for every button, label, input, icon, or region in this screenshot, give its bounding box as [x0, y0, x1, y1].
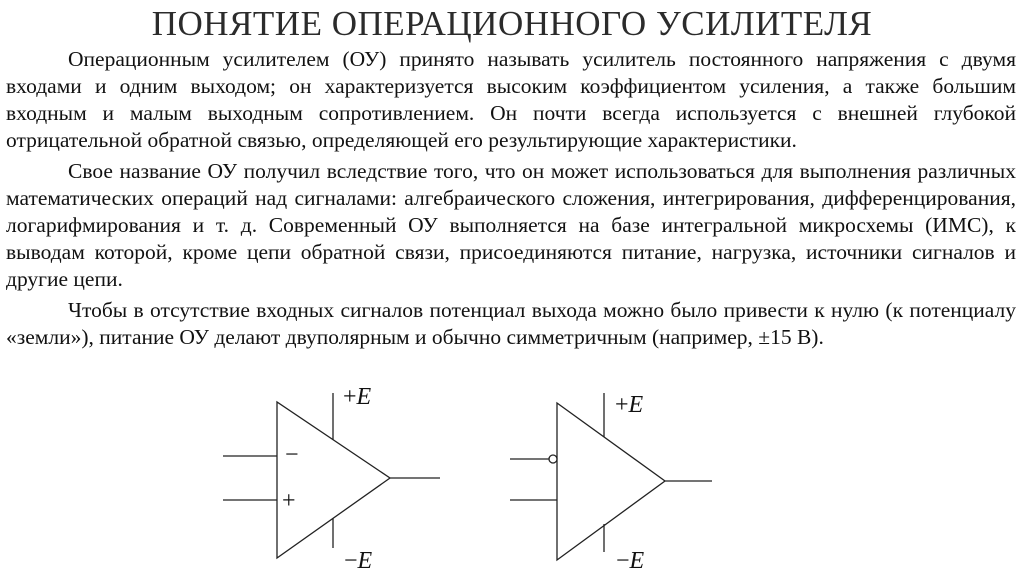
supply-minus-sign-left: −: [344, 548, 358, 574]
input-plus-mark-left: +: [282, 488, 296, 514]
supply-minus-label-left: [344, 548, 373, 574]
supply-plus-label-right: [615, 392, 644, 418]
op-amp-symbol-left: [223, 393, 440, 558]
supply-plus-symbol-left: E: [356, 384, 372, 410]
supply-plus-sign-right: +: [615, 392, 629, 418]
input-minus-mark-left: −: [285, 442, 299, 468]
inverting-input-circle-right: [549, 455, 557, 463]
supply-plus-sign-left: +: [343, 384, 357, 410]
supply-plus-symbol-right: E: [628, 392, 644, 418]
slide-title: ПОНЯТИЕ ОПЕРАЦИОННОГО УСИЛИТЕЛЯ: [151, 4, 873, 43]
op-amp-symbol-right: [510, 393, 712, 560]
supply-minus-label-right: [616, 548, 645, 574]
supply-minus-symbol-right: E: [629, 548, 645, 574]
op-amp-triangle-right: [557, 403, 665, 560]
paragraph-power-supply: Чтобы в отсутствие входных сигналов потенциал выхода можно было привести к нулю (к потенциалу «земли»), питание ОУ делают двуполярным и обычно симметричным (например, ±15 В).: [6, 298, 1016, 349]
paragraph-name-origin: Свое название ОУ получил вследствие того, что он может использоваться для выполнения различных математических операций над сигналами: алгебраического сложения, интегрирования, дифференцирования, логарифмирования и т. д. Современный ОУ выполняется на базе интегральной микросхемы (ИМС), к выводам которой, кроме цепи обратной связи, присоединяются питание, нагрузка, источники сигналов и другие цепи.: [6, 159, 1016, 291]
supply-minus-sign-right: −: [616, 548, 630, 574]
paragraph-definition: Операционным усилителем (ОУ) принято называть усилитель постоянного напряжения с двумя входами и одним выходом; он характеризуется высоким коэффициентом усиления, а также большим входным и малым выходным сопротивлением. Он почти всегда используется с внешней глубокой отрицательной обратной связью, определяющей его результирующие характеристики.: [6, 47, 1016, 152]
supply-minus-symbol-left: E: [357, 548, 373, 574]
supply-plus-label-left: [343, 384, 372, 410]
